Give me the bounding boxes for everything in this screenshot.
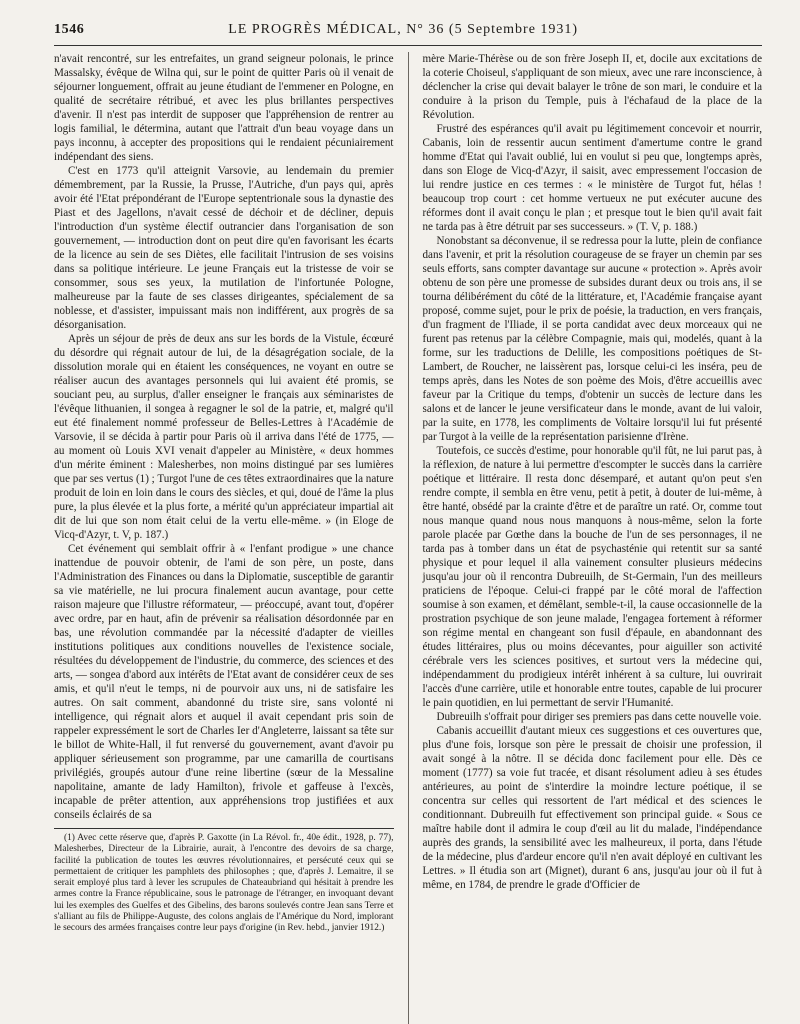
paragraph: Après un séjour de près de deux ans sur les bords de la Vistule, écœuré du désordre qui régnait autour de lui, de la désagrégation sociale, de la dissolution morale qui en étaient les conséquences, ne voyant en outre se réaliser aucun des avantages personnels qui lui avaient été promis, se souciant peu, au surplus, d'aller enseigner le français aux séminaristes de l'évêque lithuanien, il songea à regagner le sol de la patrie, et, malgré qu'il eut été finalement nommé professeur de Belles-Lettres à l'Académie de Varsovie, il se décida à partir pour Paris où il arriva dans l'été de 1775, — au moment où Louis XVI venait d'appeler au Ministère, « deux hommes d'un mérite éminent : Malesherbes, non moins distingué par ses lumières que par ses vertus (1) ; Turgot l'une de ces têtes extraordinaires que la nature produit de loin en loin dans le cours des siècles, et qui, doué de l'âme la plus pure, la plus élevée et la plus forte, a mérité qu'un appréciateur impartial ait dit de lui que son nom était celui de la vertu elle-même. » (in Eloge de Vicq-d'Azyr, t. V, p. 187.) bbox=[54, 333, 394, 541]
paragraph: Dubreuilh s'offrait pour diriger ses premiers pas dans cette nouvelle voie. bbox=[436, 711, 762, 723]
page-number: 1546 bbox=[54, 22, 85, 37]
right-column bbox=[423, 52, 763, 1024]
paragraph: Cabanis accueillit d'autant mieux ces suggestions et ces ouvertures que, plus d'une fois, lorsque son père le pressait de choisir une profession, il avait songé à la nôtre. Il se décida donc facilement pour elle. Dès ce moment (1777) sa voie fut tracée, et disant résolument adieu à ses études antérieures, au point de s'interdire la moindre lecture poétique, il se concentra sur celles qui ressortent de l'art médical et des sciences le conditionnant. Dubreuilh fut effectivement son principal guide. « Sous ce maître habile dont il admira le coup d'œil au lit du malade, l'indépendance auprès des grands, la sensibilité avec les malheureux, il porta, dans l'étude de la médecine, plus d'ardeur encore qu'il n'en avait déployé en cultivant les Lettres. » Il étudia son art (Mignet), durant 6 ans, jusqu'au jour où il fut à même, en 1784, de prendre le grade d'Officier de bbox=[422, 725, 763, 891]
footnote-text: (1) Avec cette réserve que, d'après P. Gaxotte (in La Révol. fr., 40e édit., 1928, p. 77), Malesherbes, Directeur de la Librairie, aurait, à l'encontre des devoirs de sa charge, facilité la publication de toutes les œuvres révolutionnaires, et persécuté ceux qui se permettaient de critiquer les pamphlets des philosophes ; que, d'après J. Lemaitre, il se serait employé plus tard à lever les scrupules de Chateaubriand qui hésitait à prendre les armes contre la France républicaine, sous le patronage de l'étranger, en invoquant devant lui les exemples des Guelfes et des Gibelins, des barons soulevés contre Jean sans Terre et s'alliant au fils de Philippe-Auguste, des colons anglais de l'Amérique du Nord, implorant le secours des armées françaises contre leur pays d'origine (in Rev. hebd., janvier 1912.) bbox=[54, 833, 394, 934]
paragraph: Toutefois, ce succès d'estime, pour honorable qu'il fût, ne lui parut pas, à la réflexion, de nature à lui permettre d'escompter le succès dans la carrière poétique et littéraire. Il resta donc désemparé, et autant qu'on peut s'en rendre compte, il sembla en être venu, petit à petit, à douter de lui-même, à être hanté, obsédé par la crainte d'être et de paraître un raté. Or, comme tout nous manque quand nous nous manquons à nous-même, selon la forte parole placée par Gœthe dans la bouche de l'un de ses personnages, il ne tarda pas à tomber dans un état de psychasténie qui retentit sur sa santé physique et pour lequel il alla vainement consulter plusieurs médecins jusqu'au jour où il rencontra Dubreuilh, de St-Germain, l'un des meilleurs praticiens de l'époque. Celui-ci frappé par le côté moral de l'affection soumise à son examen, et démêlant, semble-t-il, la cause occasionnelle de la prostration psychique de son jeune malade, l'engagea fortement à réformer son régime mental en changeant son fusil d'épaule, en abandonnant des études littéraires, plus ou moins décevantes, pour aiguiller son activité cérébrale vers les sciences positives, et surtout vers la médecine qui, indépendamment du prodigieux intérêt inhérent à sa culture, lui ouvrirait l'accès d'une carrière, utile et honorable entre toutes, capable de lui procurer le pain quotidien, en lui permettant de servir l'Humanité. bbox=[422, 445, 763, 709]
journal-title: LE PROGRÈS MÉDICAL, N° 36 (5 Septembre 1931) bbox=[228, 22, 579, 37]
paragraph: Cet événement qui semblait offrir à « l'enfant prodigue » une chance inattendue de pouvoir obtenir, de l'ami de son père, un poste, dans l'Administration des Finances ou dans la Diplomatie, susceptible de garantir sa vie matérielle, ne lui procura finalement aucun avantage, pour cette raison majeure que l'illustre réformateur, — préoccupé, avant tout, d'opérer avec ordre, par en haut, afin de prévenir sa réalisation désordonnée par en bas, une révolution commandée par la nécessité d'adapter de vieilles institutions politiques aux conditions nouvelles de l'existence sociale, résultées du développement de l'industrie, du commerce, des sciences et des arts, — songea d'abord aux intérêts de l'Etat avant de considérer ceux de ses amis, et qu'il n'eut le temps, ni de pourvoir aux uns, ni de satisfaire les autres. On sait comment, abandonné du triste sire, sans volonté ni intelligence, qui régnait alors et auquel il avait cependant pris soin de rappeler expressément le sort de Charles Ier d'Angleterre, laissant sa tête sur le billot de White-Hall, il fut renversé du gouvernement, avant d'avoir pu appliquer sérieusement son programme, par une camarilla de courtisans privilégiés, groupés autour d'une reine libertine (sœur de la Messaline napolitaine, amante de lady Hamilton), frivole et gaffeuse à l'excès, incapable de prêter attention, aux appréhensions trop justifiées et aux conseils éclairés de sa bbox=[54, 543, 394, 821]
paragraph: Nonobstant sa déconvenue, il se redressa pour la lutte, plein de confiance dans l'avenir, et prit la résolution courageuse de se frayer un chemin par ses seuls efforts, sans compter davantage sur aucune « protection ». Après avoir obtenu de son père une promesse de subsides durant deux ou trois ans, il se tourna délibérément du côté de la littérature, et, l'Académie française ayant proposé, comme sujet, pour le prix de poésie, la traduction, en vers français, d'un fragment de l'Iliade, il se porta candidat avec deux morceaux qui ne furent pas retenus par la célèbre Compagnie, mais qui, modelés, quant à la forme, sur les traductions de Delille, les compositions poétiques de St-Lambert, de Roucher, ne laissèrent pas, lorsque celui-ci les inséra, peu de temps après, dans les Notes de son poème des Mois, d'être accueillis avec faveur par la Critique du temps, d'obtenir un succès de lecture dans les salons et de lancer le jeune versificateur dans le monde, avant de lui valoir, par la suite, en 1778, les compliments de Voltaire lorsqu'il lui fut présenté par Turgot à la veille de la représentation parisienne d'Irène. bbox=[422, 235, 763, 443]
paragraph: n'avait rencontré, sur les entrefaites, un grand seigneur polonais, le prince Massalsky, évêque de Wilna qui, sur le point de quitter Paris où il venait de séjourner longuement, offrait au jeune étudiant de l'emmener en Pologne, en qualité de secrétaire rétribué, et avec les plus brillantes perspectives d'avenir. Il n'est pas interdit de supposer que l'appréhension de rentrer au logis familial, le détermina, autant que l'attrait d'un beau voyage dans un pays inconnu, à accepter des propositions qui le rendaient pécuniairement indépendant des siens. bbox=[54, 53, 394, 163]
left-column bbox=[54, 52, 394, 1024]
footnote bbox=[54, 833, 394, 935]
paragraph: Frustré des espérances qu'il avait pu légitimement concevoir et nourrir, Cabanis, loin de ressentir aucun sentiment d'amertume contre le grand homme d'Etat qui l'avait oublié, lui en voulut si peu que, longtemps après, dans son Eloge de Vicq-d'Azyr, il saisit, avec empressement l'occasion de lui rendre justice en ces termes : « le ministère de Turgot fut, hélas ! beaucoup trop court : cet homme vertueux ne put exécuter aucune des réformes dont il avait conçu le plan ; et presque tout le bien qu'il avait fait ne tarda pas à être détruit par ses successeurs. » (T. V, p. 188.) bbox=[422, 123, 763, 233]
paragraph: mère Marie-Thérèse ou de son frère Joseph II, et, docile aux excitations de la coterie Choiseul, s'appliquant de son mieux, avec une rare inconscience, à déclencher la crise qui devait balayer le trône de son mari, le conduire et la conduire à la prison du Temple, puis à l'échafaud de la place de la Révolution. bbox=[422, 53, 763, 121]
column-divider bbox=[408, 52, 409, 1024]
header-rule bbox=[54, 45, 762, 46]
footnote-rule bbox=[54, 828, 394, 829]
paragraph: C'est en 1773 qu'il atteignit Varsovie, au lendemain du premier démembrement, par la Russie, la Prusse, l'Autriche, d'un pays qui, après avoir été l'Etat prépondérant de l'Europe septentrionale sous la dynastie des Piast et des Jagellons, n'avait cessé de déchoir et de décliner, depuis l'introduction d'un système électif outrancier dans l'organisation de son gouvernement, — introduction dont on peut dire qu'en favorisant les écarts de la licence au sein de ses Diètes, elle facilitait l'intrusion de ses voisins dans sa politique intérieure. Le jeune Français eut la tristesse de voir se consommer, sous ses yeux, la mutilation de l'infortunée Pologne, malheureuse par la faute de ses classes dirigeantes, spécialement de sa noblesse, et d'assister, impuissant mais non indifférent, aux progrès de sa désorganisation. bbox=[54, 165, 394, 331]
text-columns bbox=[54, 52, 762, 1024]
running-header bbox=[54, 22, 762, 42]
